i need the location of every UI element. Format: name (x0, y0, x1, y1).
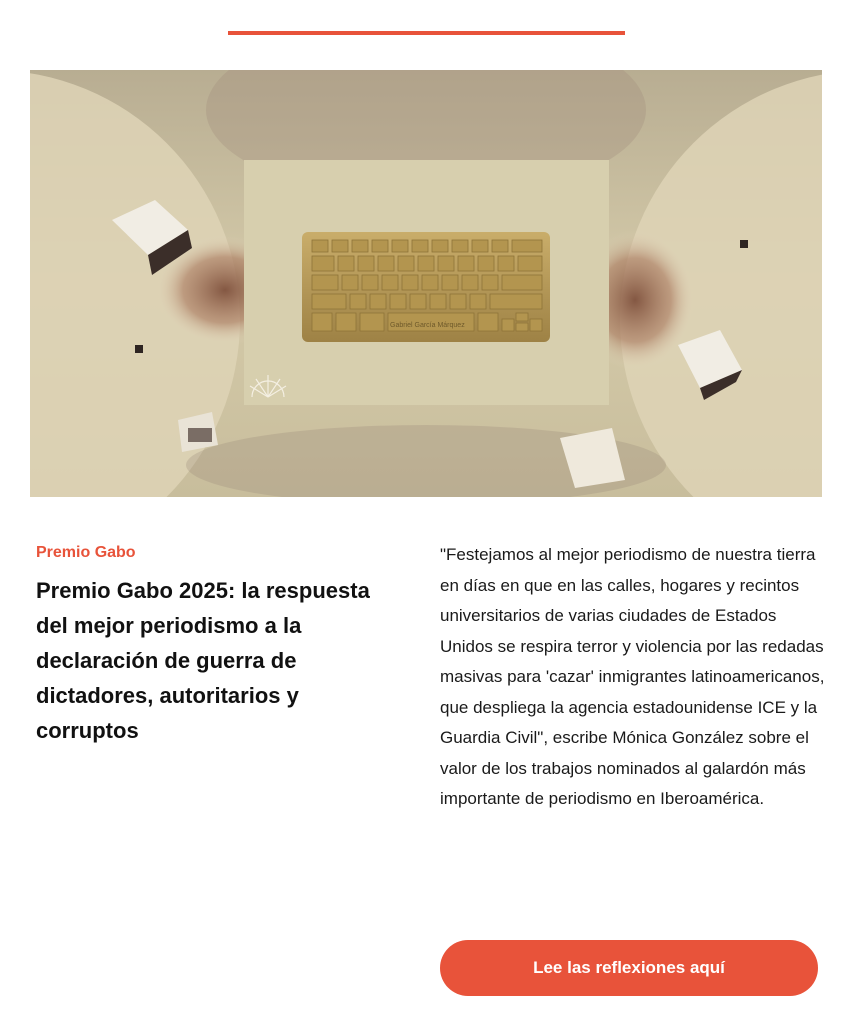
hero-image[interactable] (30, 70, 822, 497)
article-summary: "Festejamos al mejor periodismo de nuestra tierra en días en que en las calles, hogares y recintos universitarios de varias ciudades de Estados Unidos se respira terror y violencia por las redadas masivas para 'cazar' inmigrantes latinoamericanos, que despliega la agencia estadounidense ICE y la Guardia Civil", escribe Mónica González sobre el valor de los trabajos nominados al galardón más importante de periodismo en Iberoamérica. (440, 545, 825, 808)
article-heading-column (36, 543, 406, 748)
article-headline[interactable]: Premio Gabo 2025: la respuesta del mejor periodismo a la declaración de guerra de dictadores, autoritarios y corruptos (36, 578, 370, 743)
article-summary-column (440, 540, 825, 815)
top-divider (228, 31, 625, 35)
keyboard-engraving: Gabriel García Márquez (390, 322, 465, 329)
keyboard-collage-illustration (30, 70, 822, 497)
section-kicker[interactable]: Premio Gabo (36, 544, 136, 561)
read-reflections-button[interactable]: Lee las reflexiones aquí (440, 940, 818, 996)
